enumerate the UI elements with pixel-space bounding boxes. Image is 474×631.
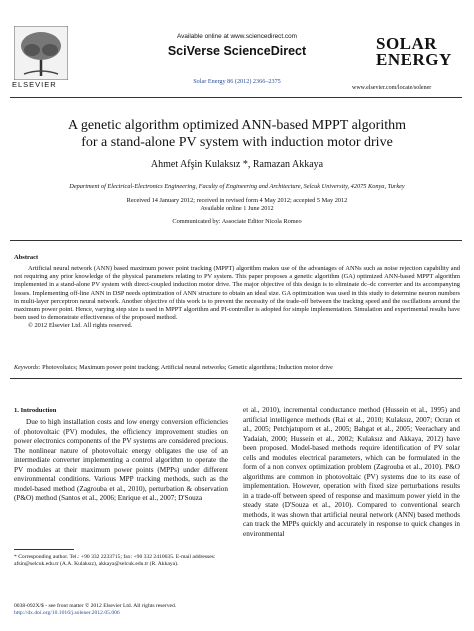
- issn-line: 0038-092X/$ - see front matter © 2012 Elsevier Ltd. All rights reserved.: [14, 603, 177, 609]
- abstract-text: Artificial neural network (ANN) based maximum power point tracking (MPPT) algorithm makes use of the advantages of ANNs such as noise rejection capability and not requiring any prior knowledge of the physical parameters relating to PV system. This paper proposes a genetic algorithm (GA) optimized ANN-based MPPT algorithm implemented in a stand-alone PV system with direct-coupled induction motor drive. The major objective of this design is to eliminate dc–dc converter and its accompanying losses. Implementing off-line ANN in DSP needs optimization of ANN structure to obtain an ideal size. GA optimization was used in this study to determine neuron numbers in multi-layer perceptron neural network. Another objective of this work is to prevent the necessity of the trade-off between the tracking speed and the oscillations around the maximum power point. Hence, varying step size is used in MPPT algorithm and PI-controller is adopted for simple implementation. Simulation and experimental results have been used to demonstrate effectiveness of the proposed method.: [14, 265, 460, 322]
- received-dates: Received 14 January 2012; received in revised form 4 May 2012; accepted 5 May 2012: [126, 197, 348, 204]
- intro-right-column: et al., 2010), incremental conductance method (Hussein et al., 1995) and artificial intelligence methods (Rai et al., 2010; Kulaksız, 2007; Ocran et al., 2005; Petchjatuporn et al., 2005; Bahgat et al., 2005; Veerachary and Yadaiah, 2000; Hussein et al., 2002; Kulaksız and Akkaya, 2012) have been proposed. Model-based methods require identification of PV solar cells and modules electrical parameters, which can be formulated in the form of a non convex optimization problem (Zagrouba et al., 2010). P&O algorithms are common in photovoltaic (PV) systems due to its ease of implementation. However, operation with fixed size perturbations results in a trade-off between speed of response and maximum power yield in the steady state (D'Souza et al., 2010). Compared to conventional search methods, it was shown that artificial neural network (ANN) based methods can track the MPPs quickly and accurately in response to quick changes in environmental: [243, 406, 460, 538]
- footnote-rule: [14, 549, 74, 550]
- abstract-bottom-rule: [10, 378, 462, 379]
- publisher-name: ELSEVIER: [12, 80, 57, 89]
- abstract-top-rule: [10, 240, 462, 241]
- platform-name: SciVerse ScienceDirect: [167, 44, 307, 58]
- journal-title-line2: ENERGY: [376, 50, 452, 69]
- section-heading: 1. Introduction: [14, 407, 57, 414]
- copyright: © 2012 Elsevier Ltd. All rights reserved.: [28, 322, 133, 330]
- keywords-text: Photovoltaics; Maximum power point tracking; Artificial neural networks; Genetic algorithms; Induction motor drive: [42, 364, 333, 371]
- affiliation: Department of Electrical-Electronics Engineering, Faculty of Engineering and Architecture, Selcuk University, 42075 Konya, Turkey: [69, 183, 405, 190]
- journal-title: [376, 36, 452, 68]
- abstract-heading: Abstract: [14, 254, 39, 261]
- title-line-2: for a stand-alone PV system with induction motor drive: [81, 135, 393, 150]
- dates: [0, 197, 474, 213]
- doi-link[interactable]: http://dx.doi.org/10.1016/j.solener.2012.05.006: [14, 610, 120, 616]
- title-line-1: A genetic algorithm optimized ANN-based MPPT algorithm: [67, 118, 407, 133]
- available-online: Available online at www.sciencedirect.com: [177, 33, 297, 40]
- communicated-by: Communicated by: Associate Editor Nicola Romeo: [172, 218, 302, 225]
- article-title: [0, 117, 474, 151]
- footer: [14, 603, 228, 617]
- journal-site[interactable]: www.elsevier.com/locate/solener: [352, 85, 432, 91]
- footnote: * Corresponding author. Tel.: +90 332 2233715; fax: +90 332 2410635. E-mail addresses: afsin@selcuk.edu.tr (A.A. Kulaksız), akkaya@selcuk.edu.tr (R. Akkaya).: [14, 554, 216, 567]
- authors: Ahmet Afşin Kulaksız *, Ramazan Akkaya: [150, 159, 324, 170]
- journal-reference[interactable]: Solar Energy 86 (2012) 2366–2375: [193, 78, 281, 85]
- header-rule: [10, 97, 462, 98]
- keywords-label: Keywords:: [14, 364, 41, 371]
- journal-title-line1: SOLAR: [376, 34, 438, 53]
- abstract-body: [14, 265, 460, 331]
- intro-left-column: Due to high installation costs and low energy conversion efficiencies of photovoltaic (PV) modules, the efficiency improvement studies on power electronics components of the PV systems are considered precious. The nonlinear nature of photovoltaic energy obligates the use of an intermediate converter implementing a control algorithm to operate the PV modules at their maximum power points (MPPs) under different environmental conditions. Various MPP tracking methods, such as the model-based method (Zagrouba et al., 2010), perturbation & observation (P&O) method (Santos et al., 2006; Enrique et al., 2007; D'Souza: [14, 418, 228, 502]
- keywords: [14, 364, 460, 371]
- online-date: Available online 1 June 2012: [200, 205, 274, 212]
